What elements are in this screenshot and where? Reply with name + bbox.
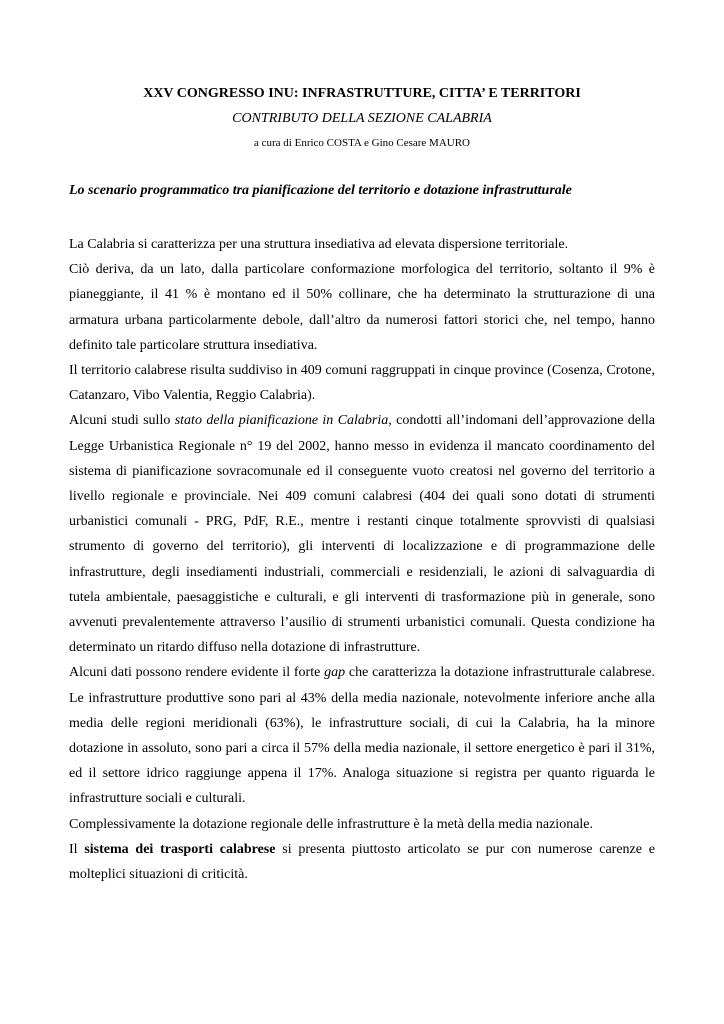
paragraph-6: Complessivamente la dotazione regionale delle infrastrutture è la metà della media nazionale.	[69, 816, 594, 832]
paragraph-7-text-c: si presenta piuttosto articolato se pur con numerose carenze e molteplici situazioni di criticità.	[69, 841, 655, 883]
paragraph-2: Ciò deriva, da un lato, dalla particolare conformazione morfologica del territorio, soltanto il 9% è pianeggiante, il 41 % è montano ed il 50% collinare, che ha determinato la strutturazione di una armatura urbana particolarmente debole, dall’altro da numerosi fattori storici che, nel tempo, hanno definito tale particolare struttura insediativa.	[69, 262, 655, 353]
document-title: XXV CONGRESSO INU: INFRASTRUTTURE, CITTA’ E TERRITORI	[143, 86, 581, 101]
paragraph-5-text-a: Alcuni dati possono rendere evidente il forte	[69, 665, 325, 681]
paragraph-5	[69, 660, 655, 811]
body-text	[69, 232, 655, 887]
paragraph-5-italic: gap	[324, 665, 346, 681]
paragraph-3: Il territorio calabrese risulta suddiviso in 409 comuni raggruppati in cinque province (Cosenza, Crotone, Catanzaro, Vibo Valentia, Reggio Calabria).	[69, 363, 655, 404]
document-authors: a cura di Enrico COSTA e Gino Cesare MAURO	[253, 137, 471, 149]
paragraph-7-bold: sistema dei trasporti calabrese	[84, 841, 276, 857]
paragraph-5-text-c: che caratterizza la dotazione infrastrutturale calabrese. Le infrastrutture produttive sono pari al 43% della media nazionale, notevolmente inferiore anche alla media delle regioni meridionali (63%), le infrastrutture sociali, di cui la Calabria, ha la minore dotazione in assoluto, sono pari a circa il 57% della media nazionale, il settore energetico è pari il 31%, ed il settore idrico raggiunge appena il 17%. Analoga situazione si registra per quanto riguarda le infrastrutture sociali e culturali.	[69, 665, 656, 807]
paragraph-7	[69, 837, 655, 887]
section-heading: Lo scenario programmatico tra pianificazione del territorio e dotazione infrastrutturale	[69, 183, 572, 198]
document-subtitle: CONTRIBUTO DELLA SEZIONE CALABRIA	[232, 111, 492, 126]
paragraph-4-italic: stato della pianificazione in Calabria	[174, 413, 389, 429]
paragraph-7-text-a: Il	[69, 841, 85, 857]
paragraph-4-text-a: Alcuni studi sullo	[69, 413, 175, 429]
paragraph-4-text-c: , condotti all’indomani dell’approvazione della Legge Urbanistica Regionale n° 19 del 2002, hanno messo in evidenza il mancato coordinamento del sistema di pianificazione sovracomunale ed il conseguente vuoto creatosi nel governo del territorio a livello regionale e provinciale. Nei 409 comuni calabresi (404 dei quali sono dotati di strumenti urbanistici comunali - PRG, PdF, R.E., mentre i restanti cinque totalmente sprovvisti di qualsiasi strumento di governo del territorio), gli interventi di localizzazione e di programmazione delle infrastrutture, degli insediamenti industriali, commerciali e residenziali, le azioni di salvaguardia di tutela ambientale, paesaggistiche e culturali, e gli interventi di trasformazione più in generale, sono avvenuti prevalentemente attraverso l’ausilio di strumenti urbanistici comunali. Questa condizione ha determinato un ritardo diffuso nella dotazione di infrastrutture.	[69, 413, 655, 656]
paragraph-1: La Calabria si caratterizza per una struttura insediativa ad elevata dispersione territoriale.	[69, 237, 569, 252]
paragraph-4	[69, 408, 655, 660]
